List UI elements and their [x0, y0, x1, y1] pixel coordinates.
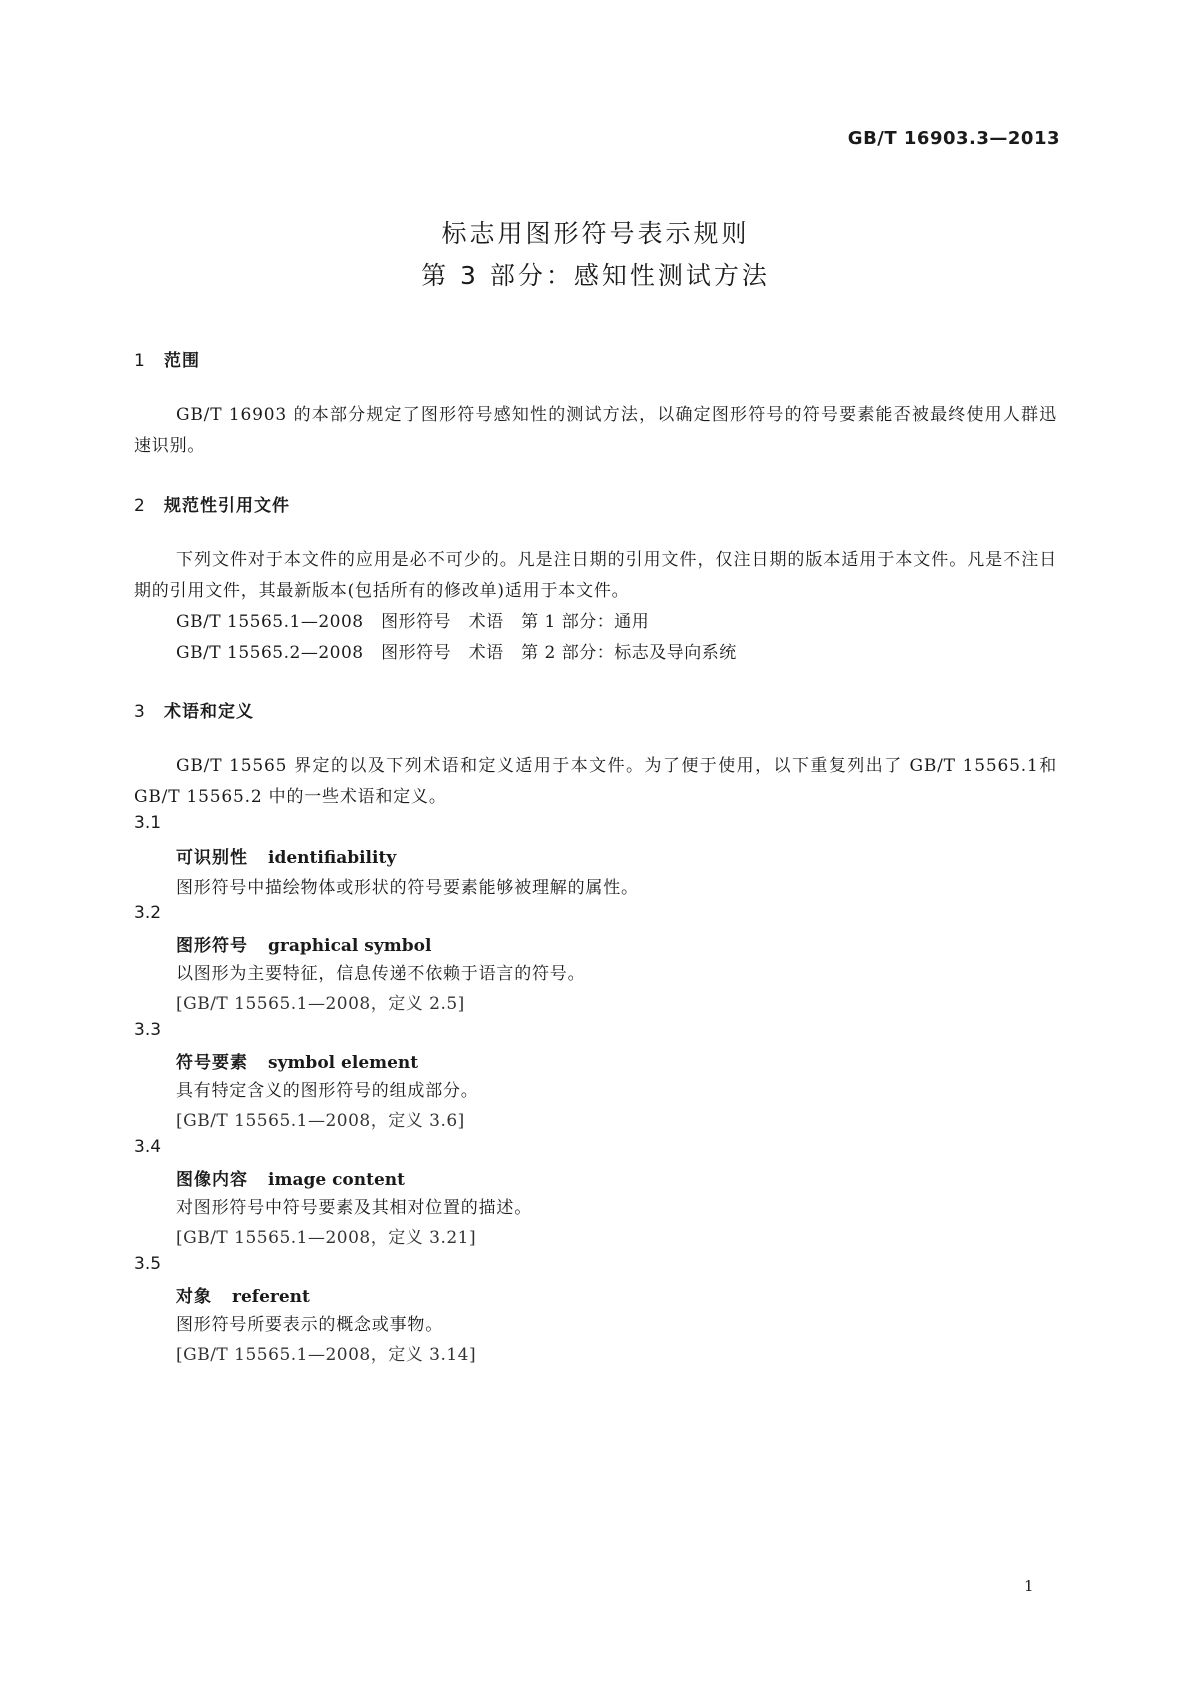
term-name-zh: 图像内容 — [176, 1170, 248, 1190]
term-name-en: symbol element — [268, 1053, 419, 1073]
term-name-en: graphical symbol — [268, 936, 432, 956]
term-name-zh: 可识别性 — [176, 848, 248, 868]
term-name-en: referent — [232, 1287, 310, 1307]
term-number: 3.5 — [134, 1254, 162, 1274]
term-definition: 具有特定含义的图形符号的组成部分。 — [176, 1081, 479, 1101]
section-heading-scope — [134, 346, 200, 371]
terms-paragraph: GB/T 15565 界定的以及下列术语和定义适用于本文件。为了便于使用，以下重复列出了 GB/T 15565.1和 GB/T 15565.2 中的一些术语和定义。 — [134, 756, 1057, 807]
reference-item: GB/T 15565.2—2008 图形符号 术语 第 2 部分：标志及导向系统 — [176, 643, 737, 663]
references-paragraph: 下列文件对于本文件的应用是必不可少的。凡是注日期的引用文件，仅注日期的版本适用于本文件。凡是不注日期的引用文件，其最新版本(包括所有的修改单)适用于本文件。 — [134, 550, 1057, 601]
standard-code: GB/T 16903.3—2013 — [847, 128, 1060, 149]
term-number: 3.3 — [134, 1020, 162, 1040]
term-source: [GB/T 15565.1—2008，定义 3.21] — [176, 1228, 477, 1248]
term-source: [GB/T 15565.1—2008，定义 3.6] — [176, 1111, 465, 1131]
term-name — [176, 1282, 310, 1307]
term-name-zh: 对象 — [176, 1287, 212, 1307]
term-name-zh: 符号要素 — [176, 1053, 248, 1073]
section-number: 2 — [134, 496, 146, 516]
section-title: 术语和定义 — [164, 702, 254, 722]
term-number: 3.4 — [134, 1137, 162, 1157]
term-name — [176, 843, 396, 868]
term-number: 3.1 — [134, 813, 162, 833]
document-subtitle: 第 3 部分：感知性测试方法 — [421, 261, 770, 290]
scope-paragraph: GB/T 16903 的本部分规定了图形符号感知性的测试方法，以确定图形符号的符号要素能否被最终使用人群迅速识别。 — [134, 405, 1057, 456]
term-name — [176, 1048, 418, 1073]
term-number: 3.2 — [134, 903, 162, 923]
term-name — [176, 931, 431, 956]
term-name — [176, 1165, 405, 1190]
term-definition: 以图形为主要特征，信息传递不依赖于语言的符号。 — [176, 964, 586, 984]
section-title: 范围 — [164, 351, 200, 371]
document-title: 标志用图形符号表示规则 — [441, 219, 750, 248]
term-name-zh: 图形符号 — [176, 936, 248, 956]
term-definition: 图形符号所要表示的概念或事物。 — [176, 1315, 443, 1335]
section-number: 1 — [134, 351, 146, 371]
section-number: 3 — [134, 702, 146, 722]
section-heading-normative-references — [134, 491, 290, 516]
reference-item: GB/T 15565.1—2008 图形符号 术语 第 1 部分：通用 — [176, 612, 650, 632]
term-name-en: image content — [268, 1170, 406, 1190]
term-source: [GB/T 15565.1—2008，定义 3.14] — [176, 1345, 477, 1365]
term-source: [GB/T 15565.1—2008，定义 2.5] — [176, 994, 465, 1014]
term-definition: 图形符号中描绘物体或形状的符号要素能够被理解的属性。 — [176, 878, 639, 898]
term-definition: 对图形符号中符号要素及其相对位置的描述。 — [176, 1198, 532, 1218]
section-heading-terms-definitions — [134, 697, 254, 722]
section-title: 规范性引用文件 — [164, 496, 290, 516]
term-name-en: identifiability — [268, 848, 397, 868]
page-number: 1 — [1024, 1577, 1034, 1595]
